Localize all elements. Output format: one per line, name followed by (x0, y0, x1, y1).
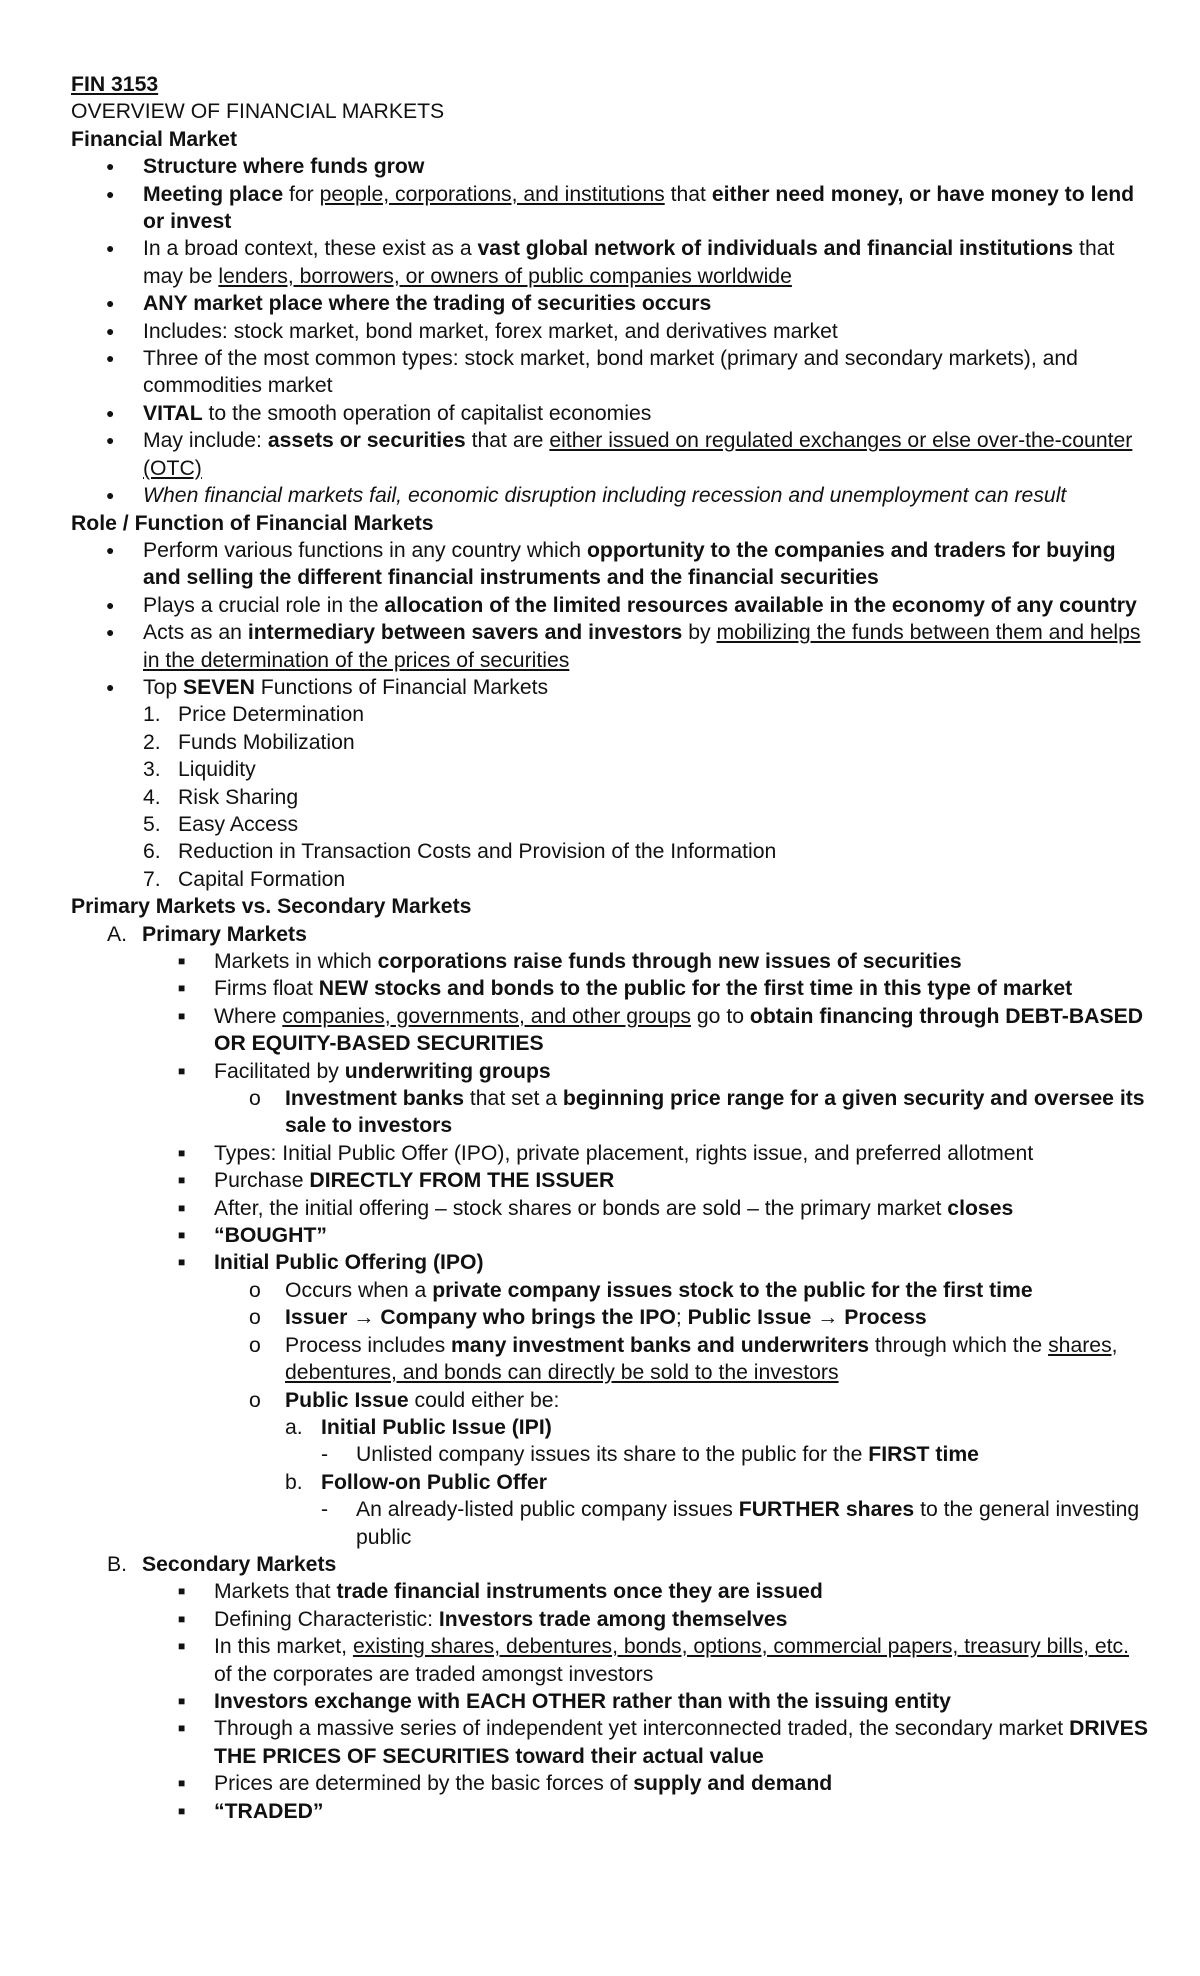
list-number: 7. (143, 867, 161, 891)
square-bullet-icon: ■ (178, 1173, 186, 1188)
circle-bullet-icon: o (249, 1333, 261, 1357)
list-item (71, 592, 1151, 619)
list-item (71, 1441, 1151, 1468)
document-title: OVERVIEW OF FINANCIAL MARKETS (71, 100, 445, 124)
item-text: “BOUGHT” (214, 1224, 327, 1248)
item-text: through which the (869, 1333, 1049, 1357)
item-text: people, corporations, and institutions (319, 182, 665, 206)
bullet-icon: ● (106, 487, 115, 504)
list-number: 6. (143, 840, 161, 864)
list-item (71, 1085, 1151, 1140)
item-text: Liquidity (178, 758, 256, 782)
item-text: that may be (143, 237, 1115, 288)
item-text: allocation of the limited resources available in the economy of any country (384, 593, 1137, 617)
item-text: Issuer → Company who brings the IPO (285, 1306, 676, 1330)
subsection-heading-secondary (71, 1551, 1151, 1578)
item-text: Purchase (214, 1169, 310, 1193)
item-text: could either be: (408, 1388, 560, 1412)
item-text: many investment banks and underwriters (451, 1333, 870, 1357)
item-text: of the corporates are traded amongst investors (214, 1662, 654, 1686)
item-text: Capital Formation (178, 867, 346, 891)
item-text: Through a massive series of independent yet interconnected traded, the secondary market (214, 1717, 1070, 1741)
list-letter: b. (285, 1470, 303, 1494)
item-text: Defining Characteristic: (214, 1607, 439, 1631)
item-text: either issued on regulated exchanges or else over-the-counter (OTC) (143, 429, 1133, 480)
section-heading-financial-market: Financial Market (71, 127, 238, 151)
item-text: Markets that (214, 1580, 337, 1604)
item-text: Acts as an (143, 621, 248, 645)
item-text: vast global network of individuals and financial institutions (477, 237, 1074, 261)
item-text: An already-listed public company issues (356, 1498, 739, 1522)
item-text: Facilitated by (214, 1059, 345, 1083)
list-item (71, 1633, 1151, 1688)
bullet-icon: ● (106, 432, 115, 449)
list-item (71, 1222, 1151, 1249)
item-text: supply and demand (633, 1772, 833, 1796)
item-text: underwriting groups (344, 1059, 551, 1083)
item-text: to the general investing public (356, 1498, 1140, 1549)
square-bullet-icon: ■ (178, 1145, 186, 1160)
item-text: Meeting place (143, 182, 284, 206)
item-text: Occurs when a (285, 1278, 433, 1302)
square-bullet-icon: ■ (178, 1228, 186, 1243)
item-text: closes (947, 1196, 1014, 1220)
item-text: Top (143, 675, 184, 699)
list-item (71, 400, 1151, 427)
circle-bullet-icon: o (249, 1278, 261, 1302)
item-text: opportunity to the companies and traders for buying and selling the different financial instruments and the financial securities (143, 538, 1116, 590)
item-text: Price Determination (178, 703, 365, 727)
list-item (71, 1606, 1151, 1633)
item-text: Secondary Markets (142, 1552, 337, 1576)
item-text: Firms float (214, 977, 319, 1001)
item-text: VITAL (143, 401, 203, 425)
dash-bullet-icon: - (321, 1498, 329, 1522)
item-text: Perform various functions in any country which (143, 538, 587, 562)
item-text: ; (675, 1306, 688, 1330)
list-item (71, 1058, 1151, 1085)
item-text: mobilizing the funds between them and helps in the determination of the prices of securities (143, 621, 1141, 672)
item-text: FIRST time (868, 1443, 979, 1467)
list-item (71, 948, 1151, 975)
item-text: Functions of Financial Markets (254, 675, 549, 699)
list-item (71, 1770, 1151, 1797)
list-item (71, 290, 1151, 317)
circle-bullet-icon: o (249, 1388, 261, 1412)
item-text: Initial Public Issue (IPI) (321, 1415, 552, 1439)
list-item (71, 1304, 1151, 1331)
item-text: corporations raise funds through new issues of securities (377, 950, 962, 973)
list-item (71, 1249, 1151, 1276)
list-item (71, 975, 1151, 1002)
item-text: lenders, borrowers, or owners of public companies worldwide (218, 264, 792, 288)
item-text: Types: Initial Public Offer (IPO), private placement, rights issue, and preferred allotment (214, 1141, 1034, 1165)
item-text: go to (690, 1004, 750, 1028)
item-text: “TRADED” (214, 1799, 324, 1823)
bullet-icon: ● (106, 185, 115, 202)
item-text: NEW stocks and bonds to the public for the first time in this type of market (318, 977, 1073, 1001)
square-bullet-icon: ■ (178, 1721, 186, 1736)
section-heading-primary-vs-secondary: Primary Markets vs. Secondary Markets (71, 895, 472, 919)
list-item (71, 1688, 1151, 1715)
item-text: for (283, 182, 320, 206)
numbered-item (71, 784, 1151, 811)
item-text: Risk Sharing (178, 785, 299, 809)
item-text: Three of the most common types: stock market, bond market (primary and secondary markets), and commodities market (143, 347, 1078, 398)
circle-bullet-icon: o (249, 1087, 261, 1111)
item-text: to the smooth operation of capitalist economies (202, 401, 652, 425)
bullet-icon: ● (106, 678, 115, 695)
square-bullet-icon: ■ (178, 1008, 186, 1023)
list-item (71, 181, 1151, 236)
numbered-item (71, 811, 1151, 838)
item-text: by (682, 621, 717, 645)
numbered-item (71, 866, 1151, 893)
bullet-icon: ● (106, 240, 115, 257)
dash-bullet-icon: - (321, 1443, 329, 1467)
list-item (71, 153, 1151, 180)
item-text: Primary Markets (142, 922, 307, 946)
bullet-icon: ● (106, 350, 115, 367)
item-text: that are (465, 429, 550, 453)
list-item (71, 537, 1151, 592)
square-bullet-icon: ■ (178, 1776, 186, 1791)
list-item (71, 1167, 1151, 1194)
list-item (71, 1195, 1151, 1222)
square-bullet-icon: ■ (178, 1639, 186, 1654)
square-bullet-icon: ■ (178, 1063, 186, 1078)
item-text: shares, debentures, and bonds can directly be sold to the investors (285, 1333, 1118, 1385)
item-text: Unlisted company issues its share to the public for the (356, 1443, 869, 1467)
item-text: companies, governments, and other groups (282, 1004, 691, 1028)
bullet-icon: ● (106, 541, 115, 558)
bullet-icon: ● (106, 295, 115, 312)
item-text: Reduction in Transaction Costs and Provision of the Information (178, 840, 777, 864)
item-text: that set a (463, 1087, 563, 1111)
item-text: intermediary between savers and investors (247, 621, 683, 645)
list-letter: B. (107, 1552, 128, 1576)
item-text: Prices are determined by the basic forces of (214, 1772, 634, 1796)
square-bullet-icon: ■ (178, 981, 186, 996)
item-text: assets or securities (267, 429, 466, 453)
list-letter: a. (285, 1415, 303, 1439)
list-item (71, 482, 1151, 509)
item-text: Markets in which (214, 950, 378, 973)
item-text: Investment banks (285, 1087, 464, 1111)
item-text: Funds Mobilization (178, 730, 355, 754)
item-text: Public Issue (285, 1388, 409, 1412)
list-item (71, 1387, 1151, 1414)
square-bullet-icon: ■ (178, 1803, 186, 1818)
list-item (71, 427, 1151, 482)
item-text: Follow-on Public Offer (321, 1470, 547, 1494)
list-number: 4. (143, 785, 161, 809)
item-text: May include: (143, 429, 268, 453)
document-page (71, 71, 1151, 1825)
bullet-icon: ● (106, 322, 115, 339)
section-heading-role-function: Role / Function of Financial Markets (71, 511, 434, 535)
list-letter: A. (107, 922, 128, 946)
list-number: 2. (143, 730, 161, 754)
item-text: Investors trade among themselves (438, 1607, 788, 1631)
item-text: When financial markets fail, economic disruption including recession and unemployment can result (143, 484, 1067, 508)
item-text: Investors exchange with EACH OTHER rather than with the issuing entity (214, 1689, 951, 1713)
item-text: DIRECTLY FROM THE ISSUER (309, 1169, 615, 1193)
item-text: private company issues stock to the public for the first time (432, 1278, 1033, 1302)
numbered-item (71, 729, 1151, 756)
square-bullet-icon: ■ (178, 1255, 186, 1270)
item-text: Where (214, 1004, 283, 1028)
item-text: SEVEN (183, 675, 255, 699)
list-item (71, 235, 1151, 290)
list-item (71, 1798, 1151, 1825)
list-item (71, 1496, 1151, 1551)
subsection-heading-primary (71, 921, 1151, 948)
list-number: 1. (143, 703, 161, 727)
course-code: FIN 3153 (71, 73, 159, 96)
list-item (71, 1003, 1151, 1058)
list-number: 5. (143, 812, 161, 836)
circle-bullet-icon: o (249, 1306, 261, 1330)
square-bullet-icon: ■ (178, 1693, 186, 1708)
list-item (71, 1140, 1151, 1167)
item-text: either need money, or have money to lend or invest (143, 182, 1135, 234)
item-text: existing shares, debentures, bonds, options, commercial papers, treasury bills, etc. (352, 1635, 1130, 1659)
list-item (71, 1578, 1151, 1605)
item-text: Initial Public Offering (IPO) (214, 1251, 484, 1275)
bullet-icon: ● (106, 158, 115, 175)
item-text: FURTHER shares (738, 1498, 915, 1522)
numbered-item (71, 701, 1151, 728)
item-text: In a broad context, these exist as a (143, 237, 478, 261)
item-text: that (664, 182, 712, 206)
square-bullet-icon: ■ (178, 954, 186, 968)
item-text: Process includes (285, 1333, 452, 1357)
bullet-icon: ● (106, 624, 115, 641)
list-number: 3. (143, 758, 161, 782)
list-item (71, 318, 1151, 345)
square-bullet-icon: ■ (178, 1584, 186, 1599)
list-item (71, 674, 1151, 701)
bullet-icon: ● (106, 596, 115, 613)
numbered-item (71, 838, 1151, 865)
item-text: After, the initial offering – stock shares or bonds are sold – the primary market (214, 1196, 948, 1220)
item-text: Public Issue → Process (687, 1306, 927, 1330)
item-text: In this market, (214, 1635, 353, 1659)
list-item (71, 619, 1151, 674)
item-text: Plays a crucial role in the (143, 593, 385, 617)
numbered-item (71, 756, 1151, 783)
item-text: ANY market place where the trading of securities occurs (143, 292, 712, 316)
bullet-icon: ● (106, 404, 115, 421)
item-text: Includes: stock market, bond market, forex market, and derivatives market (143, 319, 838, 343)
list-item (71, 345, 1151, 400)
square-bullet-icon: ■ (178, 1200, 186, 1215)
list-item (71, 1469, 1151, 1496)
list-item (71, 1332, 1151, 1387)
item-text: Easy Access (178, 812, 299, 836)
item-text: obtain financing through DEBT-BASED OR EQUITY-BASED SECURITIES (214, 1004, 1144, 1056)
list-item (71, 1715, 1151, 1770)
item-text: trade financial instruments once they are issued (336, 1580, 823, 1604)
square-bullet-icon: ■ (178, 1611, 186, 1626)
list-item (71, 1414, 1151, 1441)
item-text: Structure where funds grow (143, 155, 425, 179)
list-item (71, 1277, 1151, 1304)
item-text: beginning price range for a given security and oversee its sale to investors (285, 1087, 1145, 1138)
item-text: DRIVES THE PRICES OF SECURITIES toward their actual value (214, 1717, 1148, 1768)
